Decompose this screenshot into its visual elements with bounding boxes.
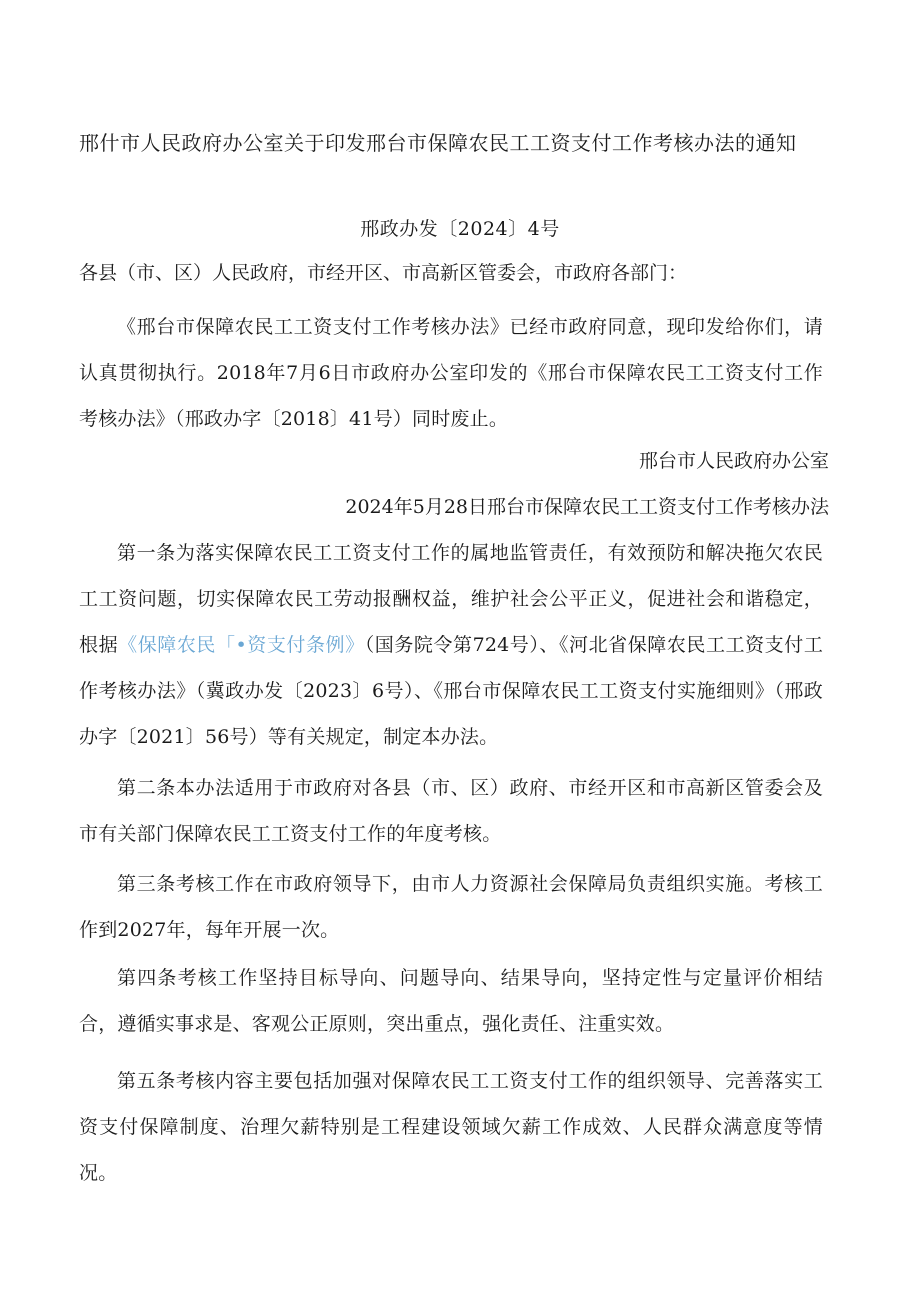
article-1-text-before: 第一条为落实保障农民工工资支付工作的属地监管责任，有效预防和解决拖欠农民工工资问题，切实保障农民工劳动报酬权益，维护社会公平正义，促进社会和谐稳定，根据 bbox=[79, 542, 823, 656]
salutation: 各县（市、区）人民政府，市经开区、市高新区管委会，市政府各部门： bbox=[79, 262, 688, 284]
regulation-link[interactable]: 《保障农民「•资支付条例》 bbox=[118, 634, 365, 656]
document-title: 邢什市人民政府办公室关于印发邢台市保障农民工工资支付工作考核办法的通知 bbox=[79, 131, 797, 155]
article-1-text-after: （国务院令第724号）、《河北省保障农民工工资支付工作考核办法》（冀政办发〔2023〕6号）、《邢台市保障农民工工资支付实施细则》（邢政办字〔2021〕56号）等有关规定，制定本办法。 bbox=[79, 634, 824, 748]
issuer: 邢台市人民政府办公室 bbox=[638, 450, 829, 472]
article-4: 第四条考核工作坚持目标导向、问题导向、结果导向，坚持定性与定量评价相结合，遵循实事求是、客观公正原则，突出重点，强化责任、注重实效。 bbox=[79, 967, 823, 1035]
issue-date-and-title: 2024年5月28日邢台市保障农民工工资支付工作考核办法 bbox=[345, 496, 829, 518]
document-number: 邢政办发〔2024〕4号 bbox=[360, 218, 560, 240]
article-5: 第五条考核内容主要包括加强对保障农民工工资支付工作的组织领导、完善落实工资支付保障制度、治理欠薪特别是工程建设领域欠薪工作成效、人民群众满意度等情况。 bbox=[79, 1070, 823, 1184]
article-2: 第二条本办法适用于市政府对各县（市、区）政府、市经开区和市高新区管委会及市有关部门保障农民工工资支付工作的年度考核。 bbox=[79, 777, 823, 845]
intro-paragraph: 《邢台市保障农民工工资支付工作考核办法》已经市政府同意，现印发给你们，请认真贯彻执行。2018年7月6日市政府办公室印发的《邢台市保障农民工工资支付工作考核办法》（邢政办字〔2018〕41号）同时废止。 bbox=[79, 316, 823, 430]
article-3: 第三条考核工作在市政府领导下，由市人力资源社会保障局负责组织实施。考核工作到2027年，每年开展一次。 bbox=[79, 873, 823, 941]
article-1 bbox=[79, 530, 823, 760]
